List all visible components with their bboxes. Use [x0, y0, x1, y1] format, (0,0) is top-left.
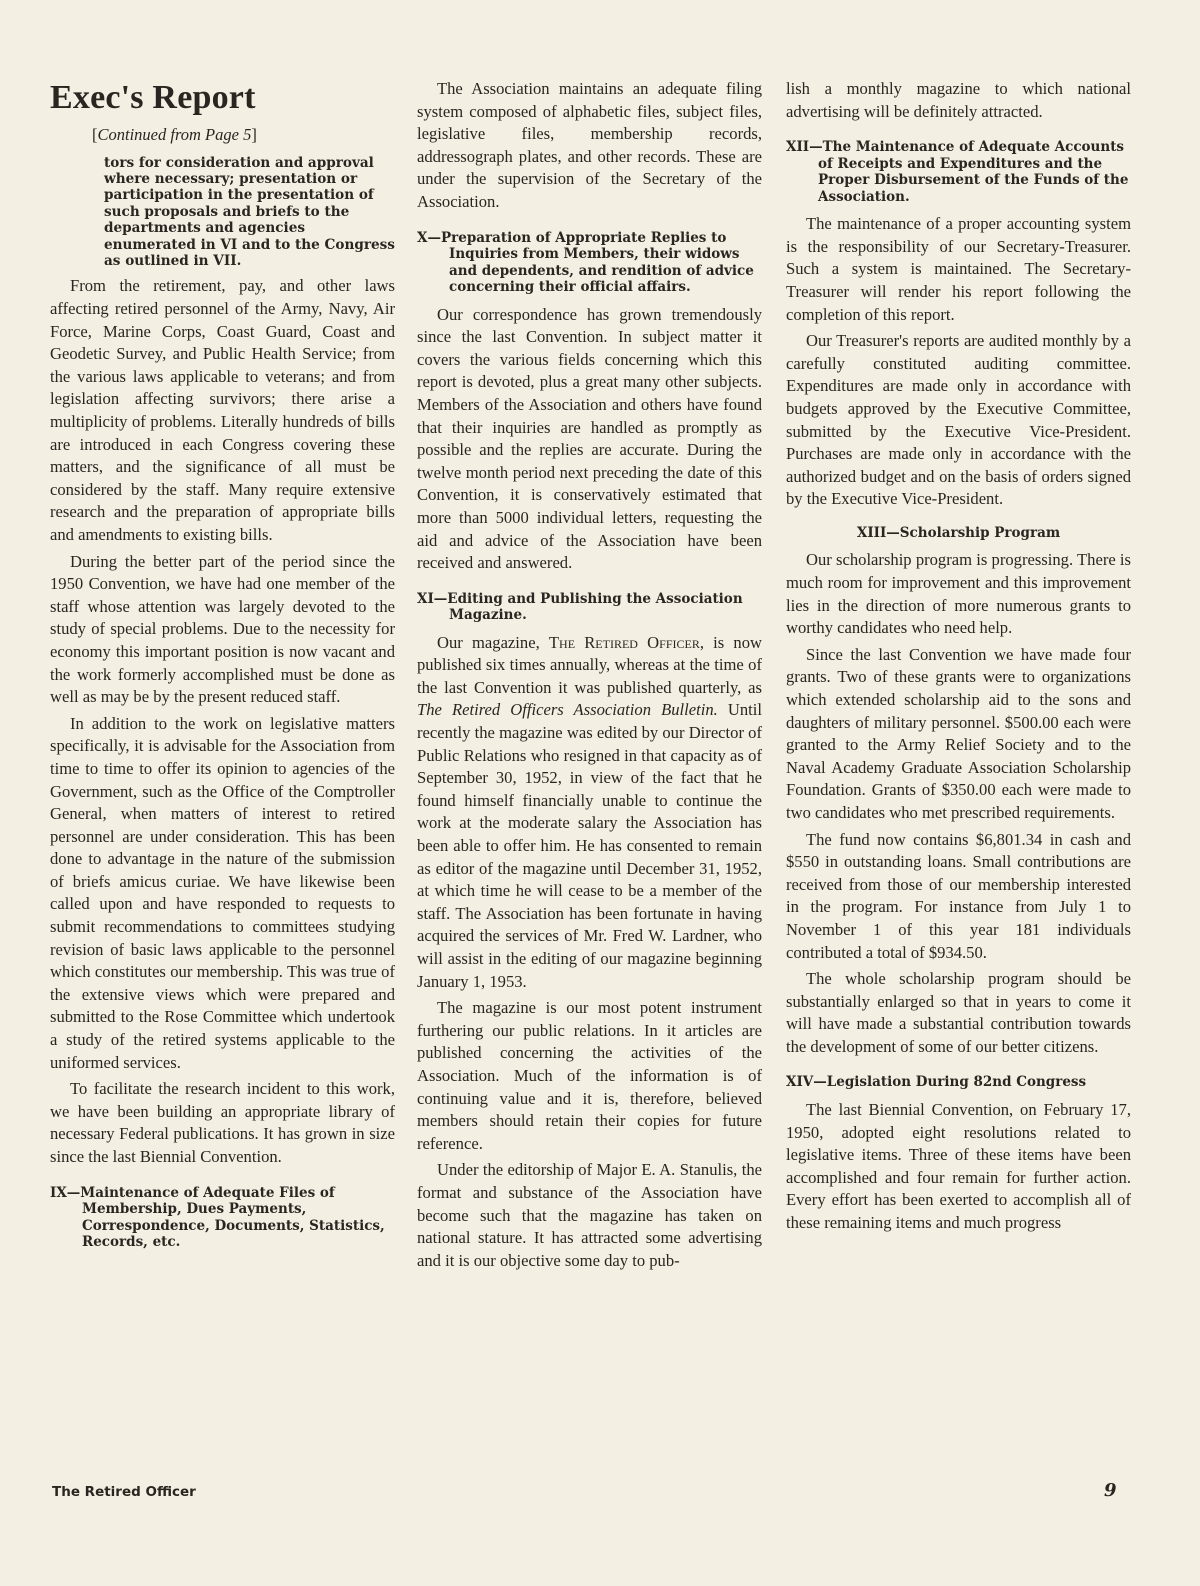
paragraph: In addition to the work on legislative matters specifically, it is advisable for the Association from time to time to offer its opinion to agencies of the Government, such as the Office of the Comptroller General, when matters of interest to retired personnel are under consideration. This has been done to advantage in the nature of the submission of briefs amicus curiae. We have likewise been called upon and have responded to requests to submit recommendations to committees studying revision of basic laws applicable to the personnel which constitutes our membership. This was true of the extensive views which were prepared and submitted to the Rose Committee which undertook a study of the retired systems applicable to the uniformed services. [50, 713, 395, 1072]
paragraph: The Association maintains an adequate filing system composed of alphabetic files, subject files, legislative files, membership records, addressograph plates, and other records. These are under the supervision of the Secretary of the Association. [417, 79, 762, 211]
paragraph: To facilitate the research incident to this work, we have been building an appropriate library of necessary Federal publications. It has grown in size since the last Biennial Convention. [50, 1079, 395, 1166]
paragraph: The last Biennial Convention, on February 17, 1950, adopted eight resolutions related to legislative items. Three of these items have been accomplished and four remain for further action. Every effort has been exerted to accomplish all of these remaining items and much progress [786, 1099, 1131, 1232]
paragraph: The maintenance of a proper accounting system is the responsibility of our Secretary-Treasurer. Such a system is maintained. The Secretary-Treasurer will render his report following the completion of this report. [786, 214, 1131, 324]
intro-bold-text: tors for consideration and approval where necessary; presentation or participation in the presentation of such proposals and briefs to the departments and agencies enumerated in VI and to the Congress as outlined in VII. [104, 154, 395, 270]
paragraph: During the better part of the period since the 1950 Convention, we have had one member of the staff whose attention was largely devoted to the study of special problems. Due to the necessity for economy this important position is now vacant and the work formerly accomplished must be done as well as may be by the present reduced staff. [50, 551, 395, 707]
paragraph: The magazine is our most potent instrument furthering our public relations. In it articles are published concerning the activities of the Association. Much of the information is of continuing value and it is, therefore, believed members should retain their copies for future reference. [417, 998, 762, 1153]
column-3 [786, 78, 1131, 1239]
paragraph: Under the editorship of Major E. A. Stanulis, the format and substance of the Association have become such that the magazine has taken on national stature. It has attracted some advertising and it is our objective some day to pub- [417, 1160, 762, 1270]
paragraph-magazine: Our magazine, The Retired Officer, is now published six times annually, whereas at the time of the last Convention it was published quarterly, as The Retired Officers Association Bulletin. Until recently the magazine was edited by our Director of Public Relations who resigned in that capacity as of September 30, 1952, in view of the fact that he found himself financially unable to continue the work at the moderate salary the Association has been able to offer him. He has consented to remain as editor of the magazine until December 31, 1952, at which time he will cease to be a member of the staff. The Association has been fortunate in having acquired the services of Mr. Fred W. Lardner, who will assist in the editing of our magazine beginning January 1, 1953. [417, 632, 763, 991]
bulletin-name: The Retired Officers Association Bulletin. [417, 700, 718, 720]
section-heading-xiii: XIII—Scholarship Program [856, 524, 1061, 541]
section-heading-xiv: XIV—Legislation During 82nd Congress [786, 1074, 1087, 1091]
paragraph: Our Treasurer's reports are audited monthly by a carefully constituted auditing committee. Expenditures are made only in accordance with budgets approved by the Executive Committee, submitted by the Executive Vice-President. Purchases are made only in accordance with the authorized budget and on the basis of orders signed by the Executive Vice-President. [786, 331, 1131, 509]
paragraph: lish a monthly magazine to which national advertising will be definitely attracted. [786, 79, 1131, 121]
paragraph: Our correspondence has grown tremendously since the last Convention. In subject matter it covers the various fields concerning which this report is devoted, plus a great many other subjects. Members of the Association and others have found that their inquiries are handled as promptly as possible and the replies are accurate. During the twelve month period next preceding the date of this Convention, it is conservatively estimated that more than 5000 individual letters, requesting the aid and advice of the Association have been received and answered. [417, 304, 762, 573]
magazine-name: The Retired Officer [548, 632, 700, 652]
section-heading-ix: IX—Maintenance of Adequate Files of Membership, Dues Payments, Correspondence, Documents, Statistics, Records, etc. [50, 1184, 385, 1251]
section-heading-x: X—Preparation of Appropriate Replies to Inquiries from Members, their widows and dependents, and rendition of advice concerning their official affairs. [417, 229, 754, 296]
page-number: 9 [1104, 1480, 1117, 1501]
column-2 [417, 78, 762, 1276]
continued-note: [Continued from Page 5] [92, 125, 257, 144]
page-title: Exec's Report [50, 79, 256, 116]
paragraph: The whole scholarship program should be substantially enlarged so that in years to come it will have made a substantial contribution towards the development of some of our better citizens. [786, 969, 1131, 1056]
paragraph: Since the last Convention we have made four grants. Two of these grants were to organizations which extended scholarship aid to the sons and daughters of military personnel. $500.00 each were granted to the Army Relief Society and to the Naval Academy Graduate Association Scholarship Foundation. Grants of $350.00 each were made to two candidates who met prescribed requirements. [786, 644, 1131, 822]
paragraph: The fund now contains $6,801.34 in cash and $550 in outstanding loans. Small contributions are received from those of our membership interested in the program. For instance from July 1 to November 1 of this year 181 individuals contributed a total of $934.50. [786, 829, 1131, 962]
paragraph: From the retirement, pay, and other laws affecting retired personnel of the Army, Navy, Air Force, Marine Corps, Coast Guard, Coast and Geodetic Survey, and Public Health Service; from the various laws applicable to veterans; and from legislation affecting survivors; there arise a multiplicity of problems. Literally hundreds of bills are introduced in each Congress covering these matters, and the significance of all must be considered by the staff. Many require extensive research and the preparation of appropriate bills and amendments to existing bills. [50, 276, 395, 544]
footer-publication: The Retired Officer [52, 1484, 196, 1500]
section-heading-xi: XI—Editing and Publishing the Association Magazine. [417, 590, 743, 624]
section-heading-xii: XII—The Maintenance of Adequate Accounts of Receipts and Expenditures and the Proper Disbursement of the Funds of the Association. [786, 139, 1129, 205]
column-1 [50, 78, 395, 1259]
paragraph: Our scholarship program is progressing. There is much room for improvement and this improvement lies in the direction of more numerous grants to worthy candidates who need help. [786, 550, 1131, 638]
